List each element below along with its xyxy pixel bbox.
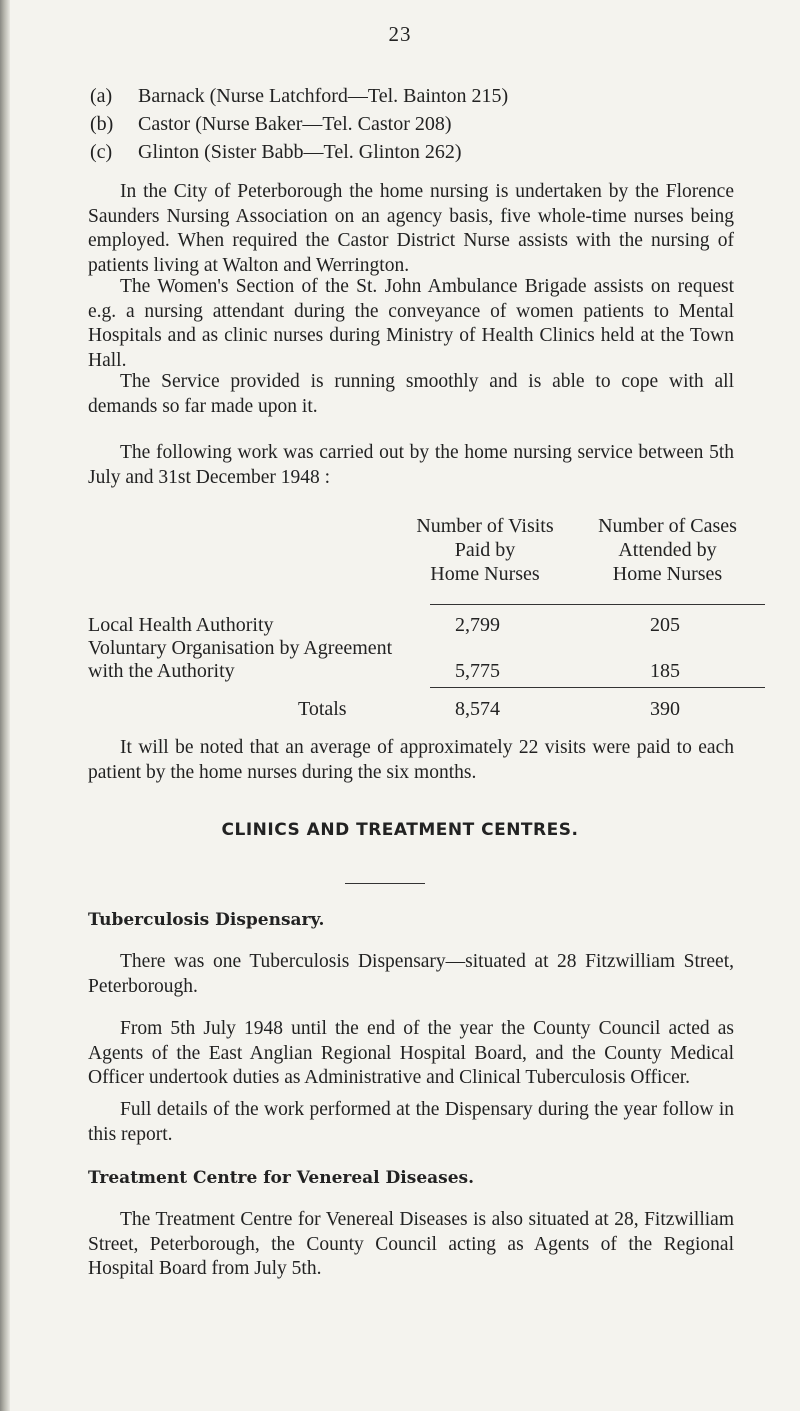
section-heading-clinics: CLINICS AND TREATMENT CENTRES. (221, 820, 579, 840)
list-item (90, 110, 508, 138)
paragraph-tb-agents: From 5th July 1948 until the end of the year the County Council acted as Agents of the East Anglian Regional Hospital Board, and the County Medical Officer undertook duties as Administrative and Clinical Tuberculosis Officer. (88, 1018, 734, 1088)
cell-total-visits: 8,574 (455, 698, 500, 720)
cell-cases: 205 (650, 614, 680, 636)
cell-visits: 2,799 (455, 614, 500, 636)
list-item (90, 82, 508, 110)
page-number: 23 (388, 22, 412, 46)
cell-visits: 5,775 (455, 660, 500, 682)
cell-total-cases: 390 (650, 698, 680, 720)
list-item-text: Glinton (Sister Babb—Tel. Glinton 262) (138, 141, 462, 163)
column-header-visits: Number of Visits Paid by Home Nurses (416, 515, 554, 585)
table-rule (430, 687, 765, 688)
row-label-local-health: Local Health Authority (88, 614, 274, 636)
column-header-cases: Number of Cases Attended by Home Nurses (598, 515, 737, 585)
row-label-voluntary-cont: with the Authority (88, 660, 235, 682)
list-item (90, 138, 508, 166)
row-label-voluntary: Voluntary Organisation by Agreement (88, 637, 393, 659)
list-item-text: Castor (Nurse Baker—Tel. Castor 208) (138, 113, 452, 135)
cell-cases: 185 (650, 660, 680, 682)
district-nurses-list (90, 82, 508, 166)
totals-label: Totals (298, 698, 347, 720)
paragraph-tb-details: Full details of the work performed at the Dispensary during the year follow in this report. (88, 1099, 734, 1145)
subheading-venereal-diseases: Treatment Centre for Venereal Diseases. (88, 1168, 475, 1188)
list-item-text: Barnack (Nurse Latchford—Tel. Bainton 215) (138, 85, 509, 107)
table-rule (430, 604, 765, 605)
paragraph-st-john-ambulance: The Women's Section of the St. John Ambulance Brigade assists on request e.g. a nursing attendant during the conveyance of women patients to Mental Hospitals and as clinic nurses during Ministry of Health Clinics held at the Town Hall. (88, 276, 734, 371)
paragraph-vd-centre: The Treatment Centre for Venereal Diseases is also situated at 28, Fitzwilliam Street, Peterborough, the County Council acting as Agents of the Regional Hospital Board from July 5th. (88, 1209, 734, 1279)
paragraph-average-visits: It will be noted that an average of approximately 22 visits were paid to each patient by the home nurses during the six months. (88, 737, 734, 783)
list-item-label: (b) (90, 113, 114, 135)
subheading-tuberculosis: Tuberculosis Dispensary. (88, 910, 325, 930)
paragraph-service-status: The Service provided is running smoothly and is able to cope with all demands so far made upon it. (88, 371, 734, 417)
paragraph-tb-dispensary: There was one Tuberculosis Dispensary—situated at 28 Fitzwilliam Street, Peterborough. (88, 951, 734, 997)
paragraph-city-nursing: In the City of Peterborough the home nursing is undertaken by the Florence Saunders Nursing Association on an agency basis, five whole-time nurses being employed. When required the Castor District Nurse assists with the nursing of patients living at Walton and Werrington. (88, 181, 734, 276)
paragraph-work-intro: The following work was carried out by the home nursing service between 5th July and 31st December 1948 : (88, 442, 734, 488)
scan-binding-edge (0, 0, 10, 1411)
heading-divider (345, 883, 425, 884)
list-item-label: (a) (90, 85, 113, 107)
list-item-label: (c) (90, 141, 113, 163)
